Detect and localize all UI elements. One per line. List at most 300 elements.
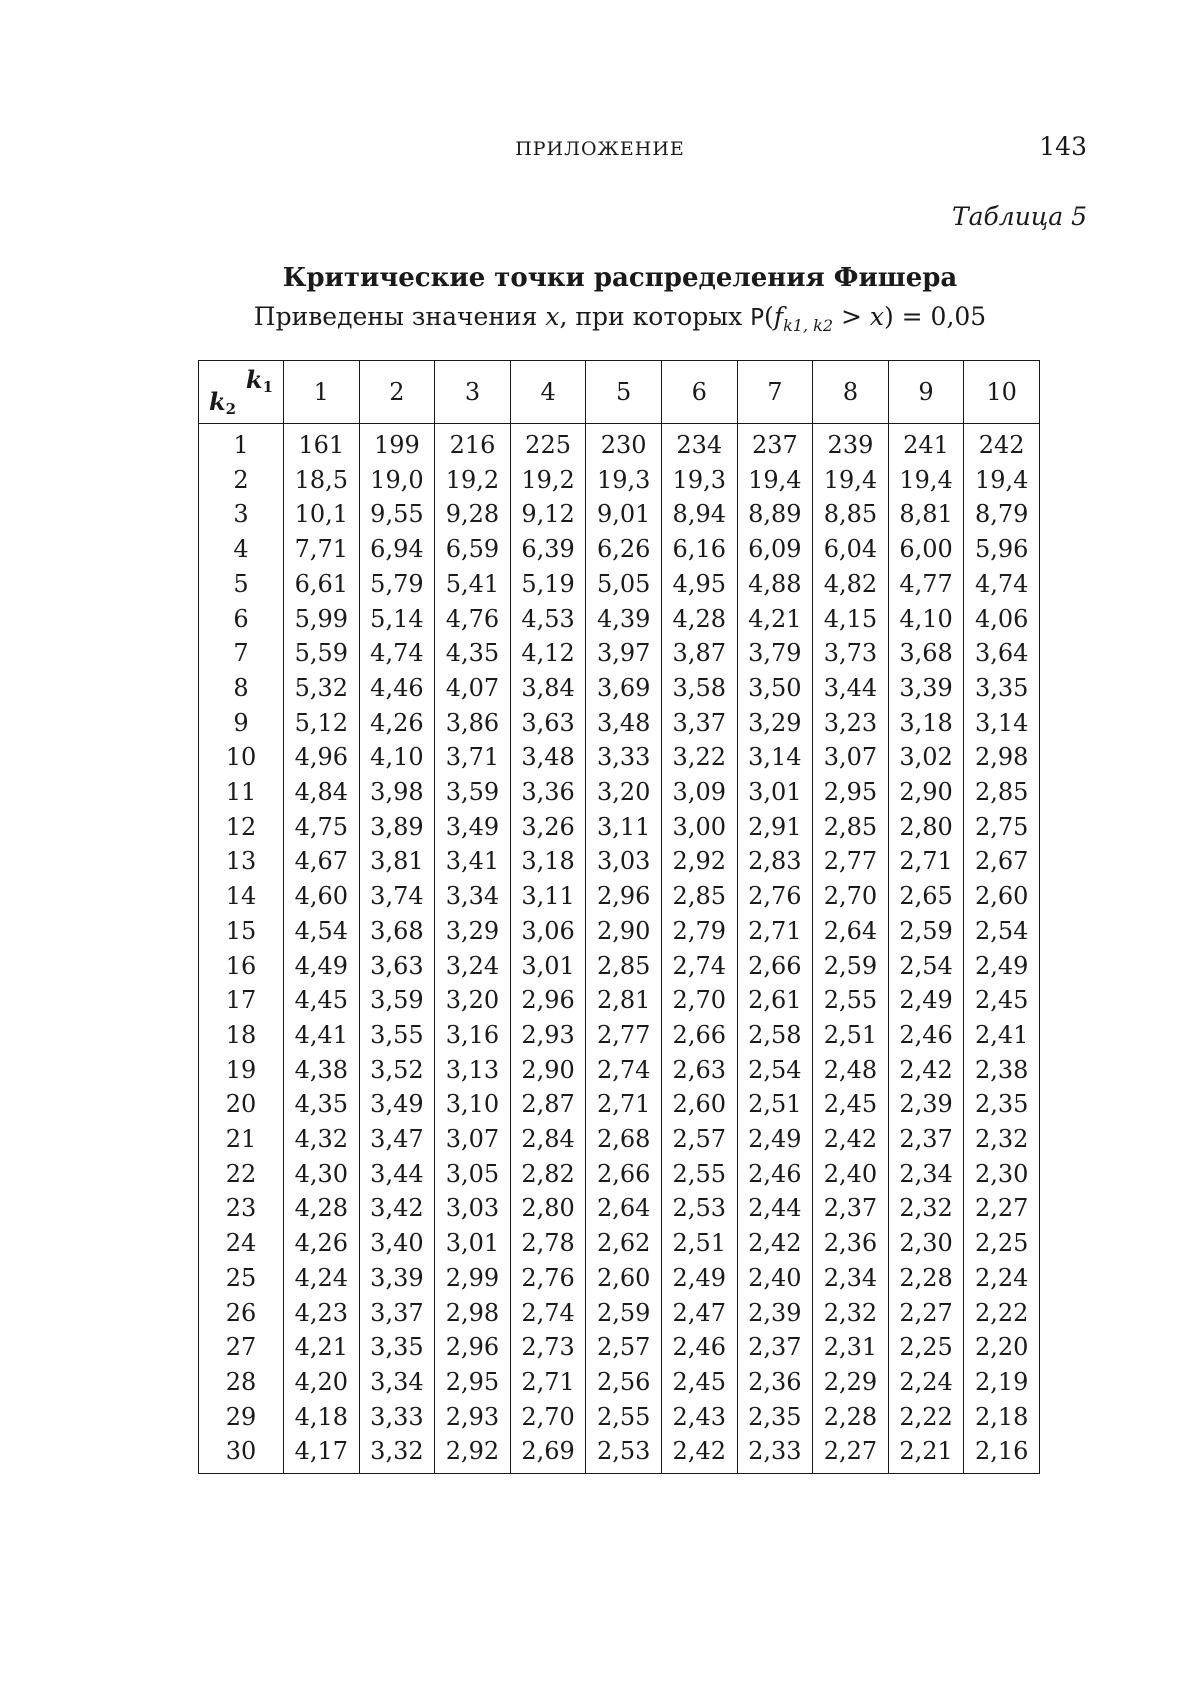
- table-cell: 3,20: [435, 983, 511, 1018]
- table-title: Критические точки распределения Фишера: [282, 263, 958, 293]
- table-row: [199, 1157, 1040, 1192]
- table-cell: 4,30: [284, 1157, 360, 1192]
- table-cell: 2,34: [813, 1261, 889, 1296]
- table-cell: 3,23: [813, 706, 889, 741]
- subtitle-tail: ) = 0,05: [883, 302, 987, 331]
- table-cell: 2,24: [964, 1261, 1040, 1296]
- table-row: [199, 1296, 1040, 1331]
- table-cell: 2,90: [510, 1053, 586, 1088]
- table-cell: 19,4: [964, 463, 1040, 498]
- table-cell: 2,70: [661, 983, 737, 1018]
- table-cell: 3,10: [435, 1087, 511, 1122]
- table-cell: 3,01: [510, 949, 586, 984]
- table-cell: 2,37: [813, 1191, 889, 1226]
- table-cell: 7,71: [284, 532, 360, 567]
- table-cell: 2,95: [435, 1365, 511, 1400]
- table-cell: 2,53: [586, 1434, 662, 1473]
- table-cell: 2,70: [510, 1400, 586, 1435]
- column-header-k1-5: 5: [586, 361, 662, 424]
- table-cell: 2,20: [964, 1330, 1040, 1365]
- table-cell: 2,66: [661, 1018, 737, 1053]
- table-cell: 4,88: [737, 567, 813, 602]
- table-cell: 3,84: [510, 671, 586, 706]
- row-header-k2: 22: [199, 1157, 284, 1192]
- table-cell: 2,61: [737, 983, 813, 1018]
- row-header-k2: 27: [199, 1330, 284, 1365]
- table-cell: 3,98: [359, 775, 435, 810]
- table-cell: 239: [813, 424, 889, 463]
- table-cell: 2,59: [586, 1296, 662, 1331]
- table-cell: 2,62: [586, 1226, 662, 1261]
- table-cell: 2,42: [737, 1226, 813, 1261]
- table-cell: 2,35: [737, 1400, 813, 1435]
- table-cell: 3,07: [813, 740, 889, 775]
- table-cell: 2,67: [964, 844, 1040, 879]
- table-cell: 2,96: [510, 983, 586, 1018]
- table-cell: 2,55: [661, 1157, 737, 1192]
- table-cell: 4,75: [284, 810, 360, 845]
- table-cell: 2,41: [964, 1018, 1040, 1053]
- table-cell: 2,91: [737, 810, 813, 845]
- table-cell: 2,19: [964, 1365, 1040, 1400]
- table-cell: 18,5: [284, 463, 360, 498]
- table-row: [199, 1261, 1040, 1296]
- table-cell: 2,95: [813, 775, 889, 810]
- table-cell: 9,28: [435, 497, 511, 532]
- table-cell: 161: [284, 424, 360, 463]
- table-row: [199, 1365, 1040, 1400]
- table-cell: 2,79: [661, 914, 737, 949]
- table-cell: 3,63: [359, 949, 435, 984]
- table-cell: 2,54: [737, 1053, 813, 1088]
- table-cell: 2,64: [586, 1191, 662, 1226]
- row-header-k2: 1: [199, 424, 284, 463]
- row-header-k2: 11: [199, 775, 284, 810]
- table-cell: 2,28: [813, 1400, 889, 1435]
- table-cell: 2,80: [888, 810, 964, 845]
- table-cell: 19,2: [510, 463, 586, 498]
- column-header-k1-10: 10: [964, 361, 1040, 424]
- table-cell: 4,46: [359, 671, 435, 706]
- table-cell: 2,40: [737, 1261, 813, 1296]
- table-cell: 5,05: [586, 567, 662, 602]
- table-cell: 2,51: [737, 1087, 813, 1122]
- table-cell: 3,20: [586, 775, 662, 810]
- table-cell: 2,32: [813, 1296, 889, 1331]
- column-header-k1-9: 9: [888, 361, 964, 424]
- row-header-k2: 18: [199, 1018, 284, 1053]
- table-cell: 2,74: [586, 1053, 662, 1088]
- table-cell: 4,95: [661, 567, 737, 602]
- row-header-k2: 16: [199, 949, 284, 984]
- table-cell: 19,2: [435, 463, 511, 498]
- table-subtitle: [0, 302, 1200, 335]
- table-cell: 5,41: [435, 567, 511, 602]
- table-row: [199, 949, 1040, 984]
- table-cell: 2,84: [510, 1122, 586, 1157]
- corner-cell: [199, 361, 284, 424]
- table-row: [199, 1226, 1040, 1261]
- table-cell: 5,19: [510, 567, 586, 602]
- table-cell: 3,01: [737, 775, 813, 810]
- table-cell: 3,07: [435, 1122, 511, 1157]
- table-cell: 4,67: [284, 844, 360, 879]
- table-cell: 3,29: [435, 914, 511, 949]
- row-header-k2: 14: [199, 879, 284, 914]
- table-cell: 2,33: [737, 1434, 813, 1473]
- table-cell: 2,96: [435, 1330, 511, 1365]
- table-cell: 2,48: [813, 1053, 889, 1088]
- table-row: [199, 532, 1040, 567]
- row-header-k2: 9: [199, 706, 284, 741]
- table-cell: 3,18: [888, 706, 964, 741]
- table-cell: 2,71: [737, 914, 813, 949]
- table-cell: 2,69: [510, 1434, 586, 1473]
- table-cell: 2,30: [964, 1157, 1040, 1192]
- column-header-k1-1: 1: [284, 361, 360, 424]
- row-header-k2: 5: [199, 567, 284, 602]
- table-cell: 4,60: [284, 879, 360, 914]
- row-header-k2: 15: [199, 914, 284, 949]
- subtitle-variable-x: x: [545, 302, 560, 331]
- table-cell: 2,56: [586, 1365, 662, 1400]
- table-label: Таблица 5: [951, 202, 1087, 231]
- table-row: [199, 1330, 1040, 1365]
- table-cell: 3,58: [661, 671, 737, 706]
- table-cell: 2,57: [661, 1122, 737, 1157]
- table-cell: 6,61: [284, 567, 360, 602]
- table-cell: 2,42: [888, 1053, 964, 1088]
- table-cell: 4,38: [284, 1053, 360, 1088]
- fisher-table: [198, 360, 1040, 1474]
- row-header-k2: 23: [199, 1191, 284, 1226]
- table-cell: 2,96: [586, 879, 662, 914]
- table-cell: 2,58: [737, 1018, 813, 1053]
- table-cell: 2,53: [661, 1191, 737, 1226]
- table-cell: 2,35: [964, 1087, 1040, 1122]
- table-cell: 3,50: [737, 671, 813, 706]
- table-cell: 2,59: [813, 949, 889, 984]
- table-row: [199, 602, 1040, 637]
- table-cell: 4,10: [888, 602, 964, 637]
- table-cell: 4,35: [284, 1087, 360, 1122]
- table-cell: 2,18: [964, 1400, 1040, 1435]
- row-header-k2: 3: [199, 497, 284, 532]
- table-row: [199, 1018, 1040, 1053]
- table-cell: 2,49: [888, 983, 964, 1018]
- table-cell: 2,47: [661, 1296, 737, 1331]
- table-cell: 2,60: [661, 1087, 737, 1122]
- table-cell: 2,39: [888, 1087, 964, 1122]
- table-row: [199, 497, 1040, 532]
- table-cell: 2,73: [510, 1330, 586, 1365]
- table-cell: 3,05: [435, 1157, 511, 1192]
- table-cell: 3,35: [964, 671, 1040, 706]
- table-cell: 2,51: [661, 1226, 737, 1261]
- table-cell: 3,35: [359, 1330, 435, 1365]
- table-cell: 2,71: [586, 1087, 662, 1122]
- row-header-k2: 4: [199, 532, 284, 567]
- table-cell: 8,79: [964, 497, 1040, 532]
- table-cell: 2,81: [586, 983, 662, 1018]
- table-row: [199, 810, 1040, 845]
- table-cell: 2,80: [510, 1191, 586, 1226]
- column-header-k1-8: 8: [813, 361, 889, 424]
- table-cell: 4,26: [359, 706, 435, 741]
- column-header-k1-2: 2: [359, 361, 435, 424]
- table-cell: 3,71: [435, 740, 511, 775]
- table-cell: 4,84: [284, 775, 360, 810]
- table-cell: 3,33: [359, 1400, 435, 1435]
- table-header-row: [199, 361, 1040, 424]
- table-cell: 2,74: [661, 949, 737, 984]
- table-cell: 2,29: [813, 1365, 889, 1400]
- table-cell: 8,85: [813, 497, 889, 532]
- table-cell: 4,06: [964, 602, 1040, 637]
- table-cell: 9,55: [359, 497, 435, 532]
- table-cell: 2,64: [813, 914, 889, 949]
- table-cell: 3,03: [435, 1191, 511, 1226]
- table-cell: 3,73: [813, 636, 889, 671]
- table-cell: 4,45: [284, 983, 360, 1018]
- table-cell: 6,94: [359, 532, 435, 567]
- subtitle-variable-x2: x: [869, 302, 884, 331]
- row-header-k2: 24: [199, 1226, 284, 1261]
- table-cell: 4,53: [510, 602, 586, 637]
- table-cell: 3,47: [359, 1122, 435, 1157]
- table-row: [199, 424, 1040, 463]
- table-cell: 3,64: [964, 636, 1040, 671]
- table-cell: 3,14: [737, 740, 813, 775]
- table-cell: 3,22: [661, 740, 737, 775]
- subtitle-subscript: k1, k2: [783, 316, 833, 335]
- subtitle-paren: (: [764, 302, 774, 331]
- table-cell: 4,20: [284, 1365, 360, 1400]
- table-cell: 4,28: [284, 1191, 360, 1226]
- subtitle-probability: P: [750, 305, 765, 331]
- table-cell: 9,01: [586, 497, 662, 532]
- table-cell: 3,37: [661, 706, 737, 741]
- row-header-k2: 28: [199, 1365, 284, 1400]
- table-cell: 4,76: [435, 602, 511, 637]
- table-cell: 2,43: [661, 1400, 737, 1435]
- table-cell: 2,42: [813, 1122, 889, 1157]
- table-cell: 2,54: [964, 914, 1040, 949]
- table-cell: 2,36: [737, 1365, 813, 1400]
- table-cell: 4,82: [813, 567, 889, 602]
- table-cell: 2,85: [661, 879, 737, 914]
- table-cell: 2,32: [964, 1122, 1040, 1157]
- table-cell: 3,40: [359, 1226, 435, 1261]
- table-cell: 5,12: [284, 706, 360, 741]
- table-row: [199, 879, 1040, 914]
- table-cell: 2,74: [510, 1296, 586, 1331]
- page-number: 143: [1039, 132, 1087, 161]
- table-cell: 242: [964, 424, 1040, 463]
- table-cell: 4,21: [284, 1330, 360, 1365]
- table-cell: 2,83: [737, 844, 813, 879]
- table-cell: 3,68: [359, 914, 435, 949]
- table-cell: 2,24: [888, 1365, 964, 1400]
- table-cell: 3,03: [586, 844, 662, 879]
- table-cell: 10,1: [284, 497, 360, 532]
- table-cell: 2,16: [964, 1434, 1040, 1473]
- table-cell: 4,35: [435, 636, 511, 671]
- table-cell: 2,65: [888, 879, 964, 914]
- table-cell: 2,85: [586, 949, 662, 984]
- table-cell: 2,37: [888, 1122, 964, 1157]
- table-cell: 3,52: [359, 1053, 435, 1088]
- table-cell: 3,32: [359, 1434, 435, 1473]
- table-cell: 2,93: [435, 1400, 511, 1435]
- table-cell: 2,27: [964, 1191, 1040, 1226]
- table-cell: 2,37: [737, 1330, 813, 1365]
- row-header-k2: 20: [199, 1087, 284, 1122]
- table-cell: 2,55: [586, 1400, 662, 1435]
- table-cell: 3,86: [435, 706, 511, 741]
- table-cell: 4,74: [964, 567, 1040, 602]
- table-cell: 6,39: [510, 532, 586, 567]
- table-cell: 3,34: [435, 879, 511, 914]
- table-cell: 3,44: [813, 671, 889, 706]
- column-header-k1-4: 4: [510, 361, 586, 424]
- row-header-k2: 10: [199, 740, 284, 775]
- table-cell: 19,3: [586, 463, 662, 498]
- table-cell: 3,63: [510, 706, 586, 741]
- table-cell: 2,54: [888, 949, 964, 984]
- table-cell: 2,32: [888, 1191, 964, 1226]
- table-cell: 2,45: [964, 983, 1040, 1018]
- table-cell: 237: [737, 424, 813, 463]
- table-cell: 3,55: [359, 1018, 435, 1053]
- table-cell: 2,22: [964, 1296, 1040, 1331]
- table-cell: 4,74: [359, 636, 435, 671]
- table-cell: 3,39: [888, 671, 964, 706]
- column-header-k1-6: 6: [661, 361, 737, 424]
- table-cell: 2,90: [586, 914, 662, 949]
- table-cell: 3,13: [435, 1053, 511, 1088]
- table-row: [199, 1122, 1040, 1157]
- table-cell: 2,46: [888, 1018, 964, 1053]
- table-cell: 2,77: [586, 1018, 662, 1053]
- table-cell: 3,29: [737, 706, 813, 741]
- table-cell: 2,45: [813, 1087, 889, 1122]
- table-row: [199, 740, 1040, 775]
- table-cell: 2,55: [813, 983, 889, 1018]
- table-cell: 2,57: [586, 1330, 662, 1365]
- row-header-k2: 8: [199, 671, 284, 706]
- table-cell: 3,02: [888, 740, 964, 775]
- table-cell: 3,01: [435, 1226, 511, 1261]
- row-header-k2: 25: [199, 1261, 284, 1296]
- table-cell: 2,28: [888, 1261, 964, 1296]
- table-cell: 2,71: [510, 1365, 586, 1400]
- row-header-k2: 26: [199, 1296, 284, 1331]
- table-cell: 3,16: [435, 1018, 511, 1053]
- table-cell: 2,92: [435, 1434, 511, 1473]
- table-cell: 2,76: [737, 879, 813, 914]
- table-cell: 3,33: [586, 740, 662, 775]
- table-row: [199, 775, 1040, 810]
- table-cell: 5,14: [359, 602, 435, 637]
- table-cell: 2,40: [813, 1157, 889, 1192]
- table-cell: 19,0: [359, 463, 435, 498]
- table-cell: 3,89: [359, 810, 435, 845]
- table-cell: 2,22: [888, 1400, 964, 1435]
- table-cell: 4,17: [284, 1434, 360, 1473]
- table-cell: 4,77: [888, 567, 964, 602]
- row-header-k2: 12: [199, 810, 284, 845]
- table-cell: 8,81: [888, 497, 964, 532]
- table-cell: 2,44: [737, 1191, 813, 1226]
- table-cell: 2,27: [813, 1434, 889, 1473]
- table-cell: 3,37: [359, 1296, 435, 1331]
- table-cell: 3,42: [359, 1191, 435, 1226]
- table-cell: 2,60: [964, 879, 1040, 914]
- subtitle-mid: , при которых: [559, 302, 751, 331]
- table-cell: 4,15: [813, 602, 889, 637]
- table-cell: 4,18: [284, 1400, 360, 1435]
- table-cell: 2,21: [888, 1434, 964, 1473]
- table-cell: 2,42: [661, 1434, 737, 1473]
- table-cell: 8,94: [661, 497, 737, 532]
- table-cell: 3,26: [510, 810, 586, 845]
- table-cell: 3,59: [359, 983, 435, 1018]
- table-cell: 3,18: [510, 844, 586, 879]
- table-cell: 3,81: [359, 844, 435, 879]
- table-cell: 230: [586, 424, 662, 463]
- table-cell: 4,23: [284, 1296, 360, 1331]
- table-cell: 19,4: [888, 463, 964, 498]
- table-cell: 5,32: [284, 671, 360, 706]
- row-header-k2: 29: [199, 1400, 284, 1435]
- table-cell: 199: [359, 424, 435, 463]
- table-cell: 2,27: [888, 1296, 964, 1331]
- table-cell: 3,41: [435, 844, 511, 879]
- table-cell: 4,21: [737, 602, 813, 637]
- table-cell: 6,09: [737, 532, 813, 567]
- table-cell: 3,00: [661, 810, 737, 845]
- table-cell: 2,49: [964, 949, 1040, 984]
- table-cell: 2,51: [813, 1018, 889, 1053]
- table-cell: 2,25: [964, 1226, 1040, 1261]
- table-cell: 2,49: [661, 1261, 737, 1296]
- table-cell: 4,32: [284, 1122, 360, 1157]
- table-cell: 2,70: [813, 879, 889, 914]
- table-row: [199, 844, 1040, 879]
- table-cell: 3,49: [435, 810, 511, 845]
- table-row: [199, 1434, 1040, 1473]
- table-cell: 3,48: [586, 706, 662, 741]
- table-cell: 4,07: [435, 671, 511, 706]
- row-header-k2: 17: [199, 983, 284, 1018]
- table-cell: 3,39: [359, 1261, 435, 1296]
- subtitle-function-f: f: [773, 302, 784, 331]
- table-cell: 3,87: [661, 636, 737, 671]
- table-row: [199, 463, 1040, 498]
- table-row: [199, 636, 1040, 671]
- table-cell: 3,34: [359, 1365, 435, 1400]
- table-cell: 2,71: [888, 844, 964, 879]
- table-cell: 5,59: [284, 636, 360, 671]
- table-cell: 2,38: [964, 1053, 1040, 1088]
- table-cell: 216: [435, 424, 511, 463]
- table-cell: 4,49: [284, 949, 360, 984]
- row-header-k2: 13: [199, 844, 284, 879]
- table-row: [199, 983, 1040, 1018]
- corner-k1: $k_1$: [245, 365, 273, 396]
- table-row: [199, 1053, 1040, 1088]
